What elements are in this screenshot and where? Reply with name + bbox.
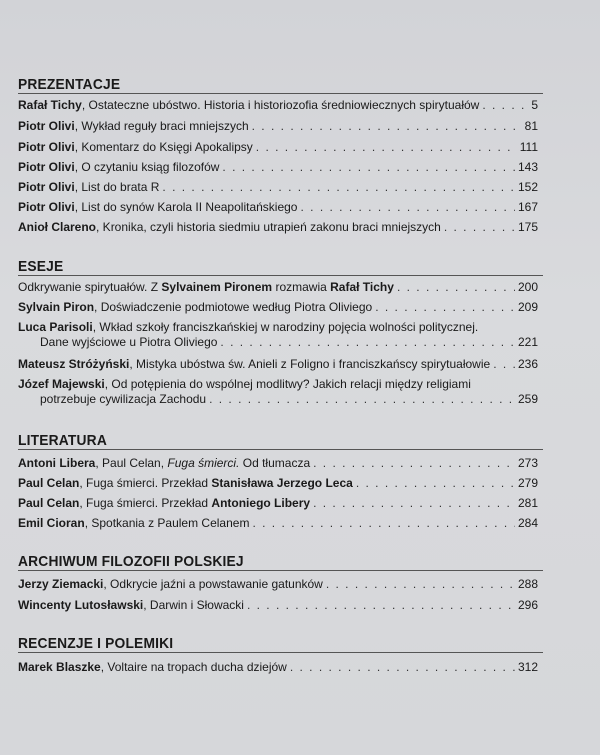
entry-page: 81 (524, 119, 538, 133)
entry-author: Wincenty Lutosławski (18, 598, 144, 612)
toc-entry (18, 280, 538, 295)
toc-entry (18, 516, 538, 531)
entry-author: Sylvain Piron (18, 300, 95, 314)
section-title: PREZENTACJE (18, 76, 121, 93)
toc-entry (18, 180, 538, 195)
entry-page: 284 (517, 516, 538, 530)
entry-author: Piotr Olivi (18, 119, 75, 133)
leader-dots (313, 496, 515, 511)
entry-title-cont: potrzebuje cywilizacja Zachodu (40, 392, 207, 406)
leader-dots (300, 200, 514, 215)
entry-title: , Doświadczenie podmiotowe według Piotra Oliviego (94, 300, 373, 314)
toc-entry (18, 300, 538, 315)
toc-entry (18, 220, 538, 235)
section-title: ARCHIWUM FILOZOFII POLSKIEJ (18, 553, 244, 570)
leader-dots (290, 660, 515, 675)
entry-author: Luca Parisoli (18, 320, 93, 334)
leader-dots (252, 119, 522, 134)
leader-dots (313, 456, 515, 471)
entry-title: , List do brata R (74, 180, 160, 194)
entry-author: Piotr Olivi (18, 200, 75, 214)
entry-author: Antoni Libera (18, 456, 96, 470)
section-rule (18, 570, 543, 571)
toc-entry (18, 119, 538, 134)
entry-page: 236 (517, 357, 538, 371)
entry-page: 281 (517, 496, 538, 510)
entry-title: , Wykład reguły braci mniejszych (74, 119, 249, 133)
leader-dots (220, 335, 515, 350)
section-rule (18, 275, 543, 276)
entry-author: Anioł Clareno (18, 220, 97, 234)
entry-author: Marek Blaszke (18, 660, 101, 674)
entry-title: , Voltaire na tropach ducha dziejów (100, 660, 287, 674)
toc-entry (18, 200, 538, 215)
leader-dots (256, 140, 517, 155)
toc-entry (18, 140, 538, 155)
entry-title: , Spotkania z Paulem Celanem (84, 516, 250, 530)
entry-title: , Paul Celan, (95, 456, 168, 470)
entry-page: 143 (517, 160, 538, 174)
section-rule (18, 449, 543, 450)
entry-translator: Antoniego Libery (211, 496, 311, 510)
entry-title: , Komentarz do Księgi Apokalipsy (74, 140, 253, 154)
entry-author: Paul Celan (18, 476, 80, 490)
entry-author: Rafał Tichy (330, 280, 394, 294)
entry-page: 209 (517, 300, 538, 314)
entry-page: 288 (517, 577, 538, 591)
entry-title: Odkrywanie spirytuałów. Z (18, 280, 162, 294)
entry-title: , Kronika, czyli historia siedmiu utrapień zakonu braci mniejszych (96, 220, 441, 234)
toc-entry (18, 456, 538, 471)
toc-entry (18, 598, 538, 613)
toc-entry (18, 660, 538, 675)
section-rule (18, 93, 543, 94)
entry-author: Mateusz Stróżyński (18, 357, 130, 371)
entry-title: , Od potępienia do wspólnej modlitwy? Jakich relacji między religiami (104, 377, 471, 391)
entry-title: , Ostateczne ubóstwo. Historia i historiozofia średniowiecznych spirytuałów (81, 98, 480, 112)
toc-entry (18, 476, 538, 491)
entry-page: 296 (517, 598, 538, 612)
leader-dots (375, 300, 515, 315)
entry-title: , O czytaniu ksiąg filozofów (74, 160, 220, 174)
entry-title: rozmawia (272, 280, 331, 294)
entry-author: Józef Majewski (18, 377, 105, 391)
entry-author: Sylvainem Pironem (161, 280, 273, 294)
entry-title: , Mistyka ubóstwa św. Anieli z Foligno i franciszkańscy spirytuałowie (129, 357, 491, 371)
entry-page: 111 (519, 140, 538, 154)
entry-title: , Wkład szkoły franciszkańskiej w narodziny pojęcia wolności politycznej. (92, 320, 479, 334)
entry-author: Jerzy Ziemacki (18, 577, 104, 591)
section-title: RECENZJE I POLEMIKI (18, 635, 174, 652)
section-title: ESEJE (18, 258, 64, 275)
entry-page: 152 (517, 180, 538, 194)
entry-title: , Fuga śmierci. Przekład (79, 476, 212, 490)
section-rule (18, 652, 543, 653)
toc-entry (18, 357, 538, 372)
entry-page: 312 (517, 660, 538, 674)
leader-dots (397, 280, 515, 295)
entry-title: , Fuga śmierci. Przekład (79, 496, 212, 510)
leader-dots (162, 180, 515, 195)
leader-dots (482, 98, 528, 113)
toc-entry (18, 577, 538, 592)
entry-translator: Stanisława Jerzego Leca (211, 476, 353, 490)
entry-page: 221 (517, 335, 538, 349)
entry-title-cont: Dane wyjściowe u Piotra Oliviego (40, 335, 218, 349)
entry-page: 175 (517, 220, 538, 234)
entry-page: 279 (517, 476, 538, 490)
entry-author: Piotr Olivi (18, 140, 75, 154)
entry-page: 167 (517, 200, 538, 214)
toc-entry (18, 377, 538, 407)
entry-page: 200 (517, 280, 538, 294)
entry-title: , List do synów Karola II Neapolitańskiego (74, 200, 298, 214)
entry-title-italic: Fuga śmierci. (167, 456, 240, 470)
leader-dots (247, 598, 515, 613)
toc-entry (18, 98, 538, 113)
toc-entry (18, 160, 538, 175)
toc-entry (18, 496, 538, 511)
entry-page: 273 (517, 456, 538, 470)
leader-dots (209, 392, 515, 407)
leader-dots (252, 516, 515, 531)
entry-author: Paul Celan (18, 496, 80, 510)
leader-dots (222, 160, 515, 175)
entry-title: Od tłumacza (239, 456, 311, 470)
section-title: LITERATURA (18, 432, 107, 449)
entry-author: Piotr Olivi (18, 160, 75, 174)
toc-entry (18, 320, 538, 350)
entry-author: Piotr Olivi (18, 180, 75, 194)
entry-author: Emil Cioran (18, 516, 85, 530)
entry-title: , Darwin i Słowacki (143, 598, 244, 612)
entry-page: 259 (517, 392, 538, 406)
leader-dots (493, 357, 515, 372)
leader-dots (326, 577, 515, 592)
entry-title: , Odkrycie jaźni a powstawanie gatunków (103, 577, 323, 591)
entry-page: 5 (531, 98, 538, 112)
leader-dots (356, 476, 515, 491)
leader-dots (444, 220, 515, 235)
entry-author: Rafał Tichy (18, 98, 82, 112)
